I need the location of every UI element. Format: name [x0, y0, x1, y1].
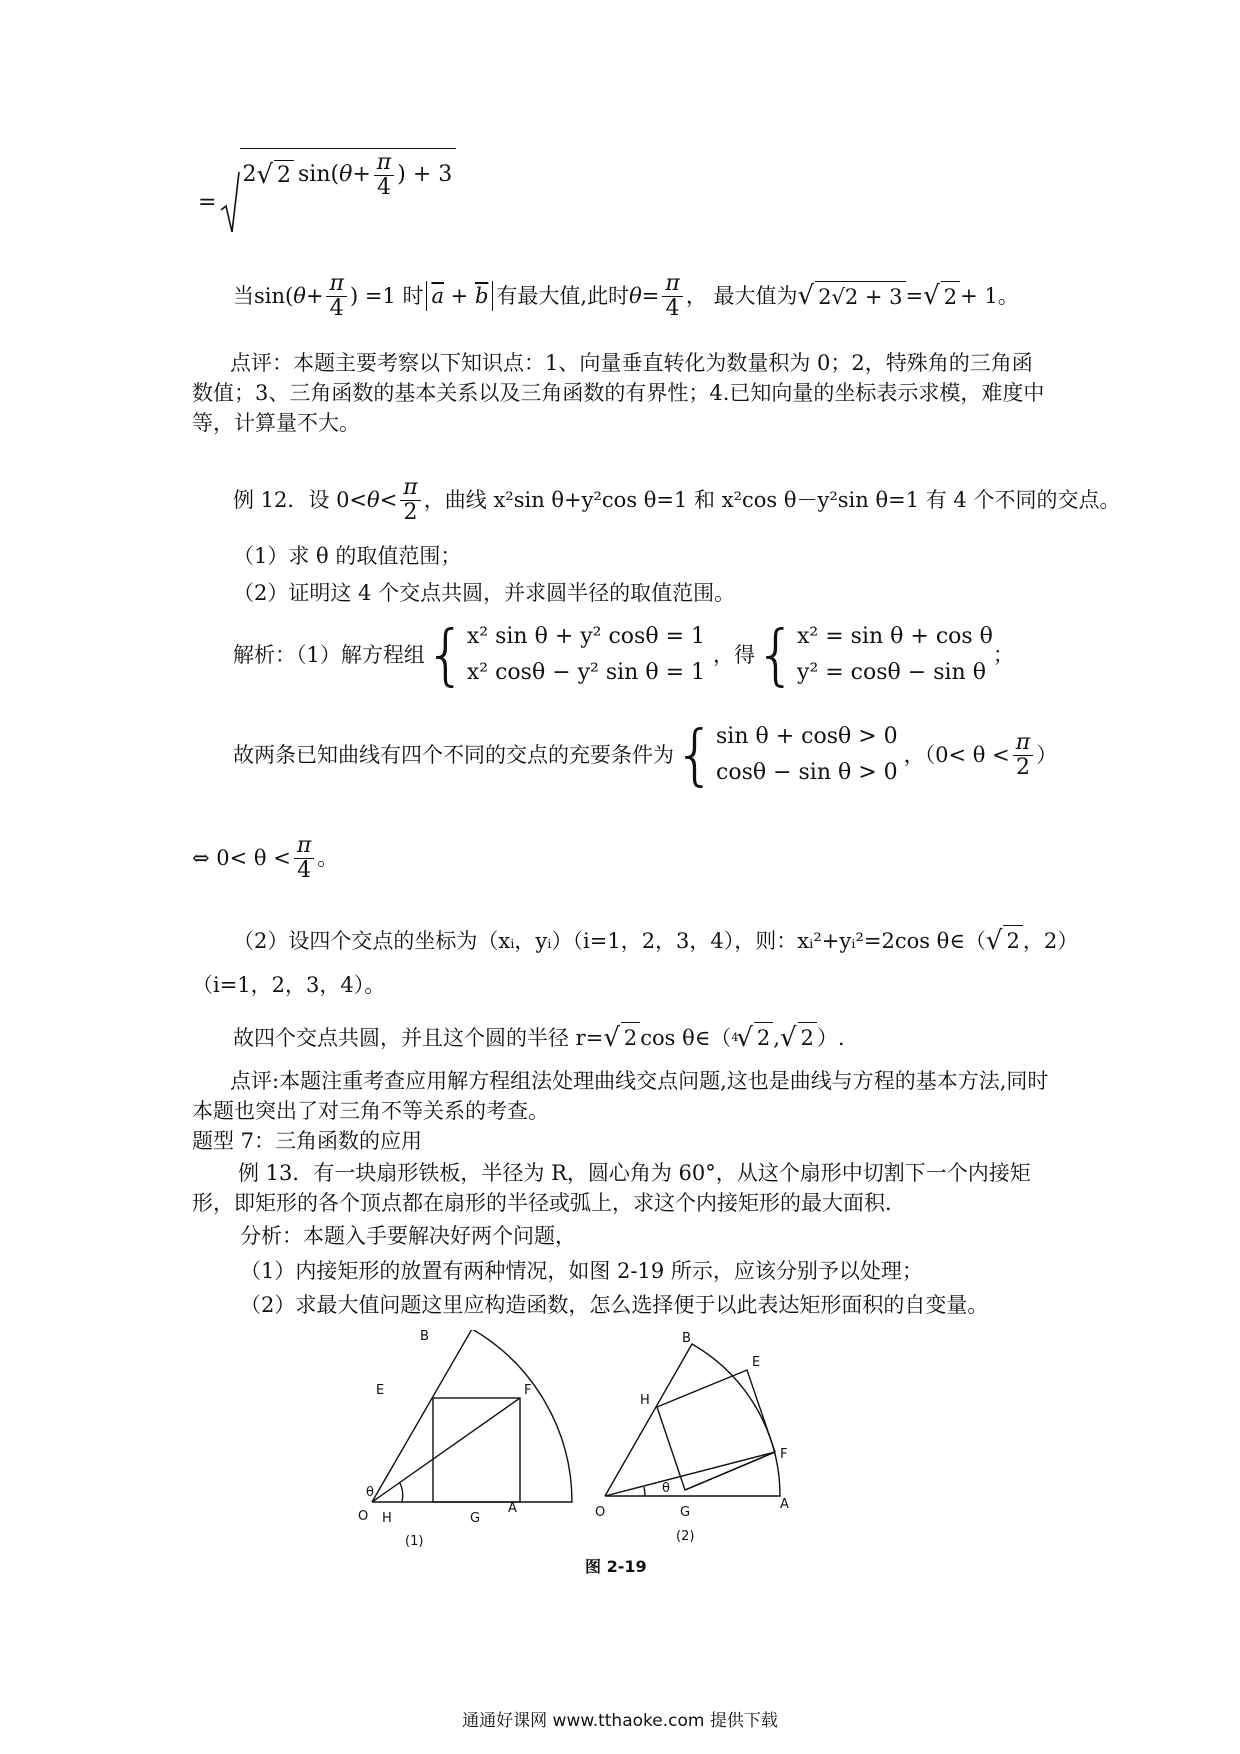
sector-outline-1 [372, 1330, 572, 1502]
label-G-2: G [680, 1505, 691, 1520]
analysis-heading: 分析：本题入手要解决好两个问题， [240, 1224, 576, 1248]
fraction-pi-over-4: $\frac{\pi}{4}$ [374, 151, 394, 200]
vector-norm: $\overline{a} + \overline{b}$ [426, 281, 493, 311]
example-12: 例 12．设 0< θ < $\frac{\pi}{2}$ ，曲线 x²sin θ+y²cos θ=1 和 x²cos θ－y²sin θ=1 有 4 个不同的交点。 [233, 474, 1121, 525]
angle-arc-1 [400, 1483, 403, 1502]
solution-line: 解析：（1）解方程组 { x² sin θ + y² cosθ = 1 x² cosθ − y² sin θ = 1 ，得 { x² = sin θ + cos θ y² = cosθ − sin θ ； [233, 616, 1014, 693]
example-13: 例 13．有一块扇形铁板，半径为 R，圆心角为 60°，从这个扇形中切割下一个内接矩形，即矩形的各个顶点都在扇形的半径或弧上，求这个内接矩形的最大面积． [192, 1161, 1031, 1215]
caption-1: (1) [405, 1534, 424, 1549]
radicand: 2 √ 2 sin( θ + $\frac{\pi}{4}$ ) + 3 [240, 148, 456, 200]
label-H-2: H [640, 1393, 650, 1408]
formula-line-2: 当sin( θ + $\frac{\pi}{4}$ ) =1 时 $\overline{a} + \overline{b}$ 有最大值,此时 θ = $\frac{\pi}{4}$ ， 最大值为 √ 2√2 + 3 = √ 2 + 1。 [233, 270, 1019, 321]
figure-1 [372, 1330, 572, 1502]
label-B-2: B [682, 1331, 691, 1346]
diagonal-OF-1 [372, 1398, 520, 1502]
label-E-1: E [376, 1383, 385, 1398]
equivalence-line: ⇔ 0< θ < $\frac{\pi}{4}$ 。 [192, 832, 339, 883]
radical-sign [220, 170, 240, 236]
angle-arc-2 [644, 1487, 645, 1496]
label-theta-2: θ [662, 1481, 670, 1496]
label-A-1: A [508, 1501, 517, 1516]
label-B-1: B [420, 1330, 429, 1344]
inscribed-rectangle-2 [657, 1370, 775, 1490]
question-2: （2）证明这 4 个交点共圆，并求圆半径的取值范围。 [233, 581, 736, 605]
label-theta-1: θ [366, 1485, 374, 1500]
label-F-1: F [524, 1383, 532, 1398]
condition-line: 故两条已知曲线有四个不同的交点的充要条件为 { sin θ + cosθ > 0 cosθ − sin θ > 0 ，（0< θ < $\frac{\pi}{2}$ ） [233, 716, 1058, 793]
equals-sign: = [198, 190, 217, 215]
analysis-point-2: （2）求最大值问题这里应构造函数，怎么选择便于以此表达矩形面积的自变量。 [240, 1293, 989, 1317]
figure-2-19 [340, 1330, 920, 1580]
comment-paragraph-2: 点评:本题注重考查应用解方程组法处理曲线交点问题,这也是曲线与方程的基本方法,同时本题也突出了对三角不等关系的考查。 [192, 1069, 1049, 1123]
label-E-2: E [752, 1355, 761, 1370]
formula-line-1 [198, 149, 456, 236]
analysis-point-1: （1）内接矩形的放置有两种情况，如图 2-19 所示，应该分别予以处理； [240, 1259, 923, 1283]
part-2-line-a: （2）设四个交点的坐标为（xᵢ，yᵢ）（i=1，2，3，4），则：xᵢ²+yᵢ²=2cos θ∈（ √ 2 ，2） [233, 925, 1079, 956]
part-2-line-b: （i=1，2，3，4）。 [192, 973, 386, 997]
question-1: （1）求 θ 的取值范围； [233, 544, 462, 568]
diagonal-OF-2 [605, 1452, 775, 1496]
radius-line: 故四个交点共圆，并且这个圆的半径 r= √ 2 cos θ∈（ 4 √ 2 , √ 2 ）. [233, 1022, 845, 1053]
label-F-2: F [780, 1447, 788, 1462]
label-O-1: O [358, 1509, 369, 1524]
label-O-2: O [595, 1505, 606, 1520]
section-heading-type-7: 题型 7：三角函数的应用 [192, 1129, 423, 1153]
figure-caption: 图 2-19 [585, 1557, 647, 1576]
caption-2: (2) [676, 1529, 695, 1544]
label-A-2: A [780, 1497, 789, 1512]
comment-paragraph-1: 点评：本题主要考察以下知识点：1、向量垂直转化为数量积为 0；2，特殊角的三角函数值；3、三角函数的基本关系以及三角函数的有界性；4.已知向量的坐标表示求模，难度中等，计算量不大。 [192, 351, 1045, 435]
label-H-1: H [382, 1511, 392, 1526]
page-footer: 通通好课网 www.tthaoke.com 提供下载 [462, 1711, 778, 1731]
label-G-1: G [470, 1511, 481, 1526]
